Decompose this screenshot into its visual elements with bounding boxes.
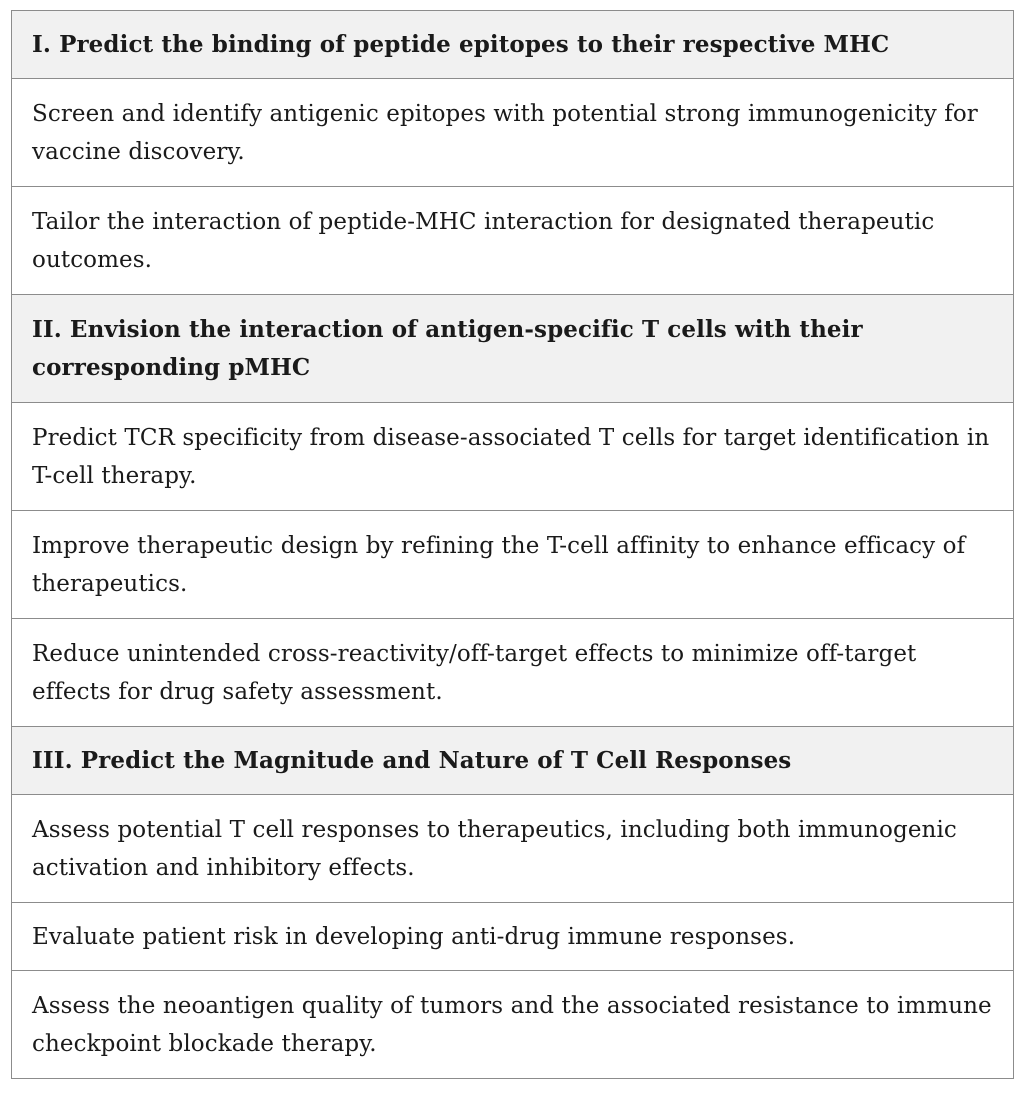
table-cell: Assess potential T cell responses to therapeutics, including both immunogenic activation and inhibitory effects. — [12, 795, 1014, 903]
table-cell: Screen and identify antigenic epitopes with potential strong immunogenicity for vaccine discovery. — [12, 79, 1014, 187]
section-header-row — [12, 295, 1014, 403]
section-header-cell: II. Envision the interaction of antigen-specific T cells with their corresponding pMHC — [12, 295, 1014, 403]
table-cell: Improve therapeutic design by refining the T-cell affinity to enhance efficacy of therapeutics. — [12, 511, 1014, 619]
table-cell: Predict TCR specificity from disease-associated T cells for target identification in T-cell therapy. — [12, 403, 1014, 511]
table-row — [12, 971, 1014, 1079]
table-cell: Assess the neoantigen quality of tumors and the associated resistance to immune checkpoint blockade therapy. — [12, 971, 1014, 1079]
table-row — [12, 511, 1014, 619]
table-row — [12, 795, 1014, 903]
table-row — [12, 79, 1014, 187]
section-header-cell: I. Predict the binding of peptide epitopes to their respective MHC — [12, 11, 1014, 79]
table-row — [12, 403, 1014, 511]
table-cell: Tailor the interaction of peptide-MHC interaction for designated therapeutic outcomes. — [12, 187, 1014, 295]
table-cell: Evaluate patient risk in developing anti-drug immune responses. — [12, 903, 1014, 971]
applications-table — [11, 10, 1014, 1079]
table-cell: Reduce unintended cross-reactivity/off-target effects to minimize off-target effects for drug safety assessment. — [12, 619, 1014, 727]
section-header-row — [12, 11, 1014, 79]
table-row — [12, 903, 1014, 971]
section-header-row — [12, 727, 1014, 795]
table-row — [12, 619, 1014, 727]
section-header-cell: III. Predict the Magnitude and Nature of T Cell Responses — [12, 727, 1014, 795]
table-row — [12, 187, 1014, 295]
